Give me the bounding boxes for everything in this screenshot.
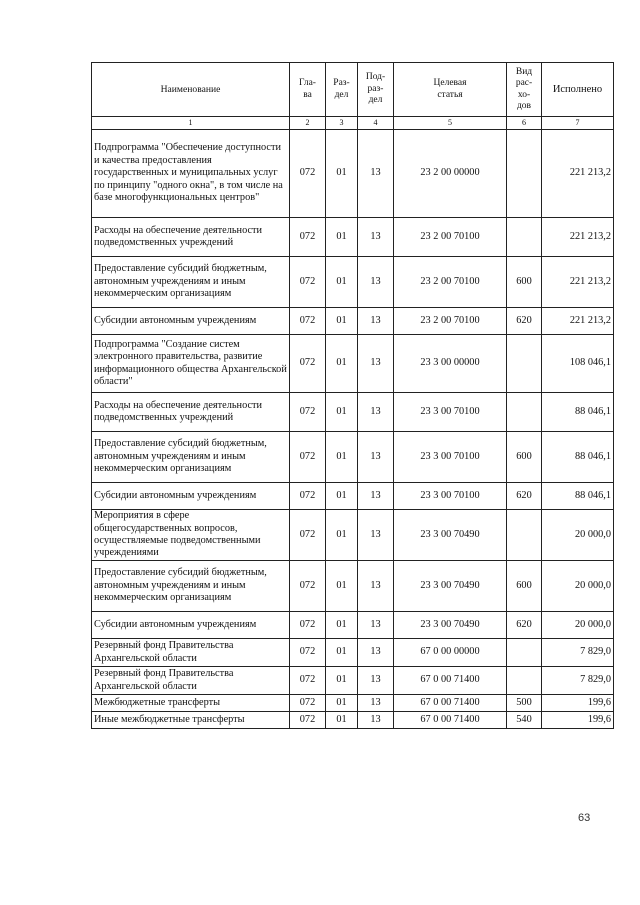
row-glava: 072 [290, 612, 326, 639]
row-vid [507, 218, 542, 257]
column-number-row [92, 117, 614, 130]
row-glava: 072 [290, 712, 326, 729]
row-name: Расходы на обеспечение деятельности подведомственных учреждений [92, 218, 290, 257]
row-name: Межбюджетные трансферты [92, 695, 290, 712]
row-amount: 88 046,1 [542, 393, 614, 432]
row-target: 23 3 00 70490 [394, 510, 507, 561]
row-amount: 199,6 [542, 712, 614, 729]
header-podrazdel-text: Под- раз- дел [365, 72, 386, 106]
row-razdel: 01 [326, 561, 358, 612]
row-podrazdel: 13 [358, 612, 394, 639]
row-target: 67 0 00 71400 [394, 695, 507, 712]
row-vid [507, 393, 542, 432]
row-podrazdel: 13 [358, 639, 394, 667]
row-podrazdel: 13 [358, 510, 394, 561]
row-target: 23 3 00 70490 [394, 561, 507, 612]
header-razdel-text: Раз- дел [333, 78, 350, 100]
table-row [92, 218, 614, 257]
row-razdel: 01 [326, 335, 358, 393]
row-name: Предоставление субсидий бюджетным, автономным учреждениям и иным некоммерческим организациям [92, 432, 290, 483]
row-target: 23 2 00 70100 [394, 308, 507, 335]
table-row [92, 695, 614, 712]
row-vid [507, 130, 542, 218]
row-razdel: 01 [326, 308, 358, 335]
row-vid: 540 [507, 712, 542, 729]
row-razdel: 01 [326, 712, 358, 729]
table-row [92, 483, 614, 510]
row-amount: 108 046,1 [542, 335, 614, 393]
budget-table [91, 62, 614, 729]
row-name: Подпрограмма "Создание систем электронного правительства, развитие информационного общества Архангельской области" [92, 335, 290, 393]
row-vid: 620 [507, 612, 542, 639]
column-number: 7 [542, 117, 614, 130]
table-row [92, 130, 614, 218]
column-number: 6 [507, 117, 542, 130]
row-glava: 072 [290, 561, 326, 612]
row-target: 67 0 00 71400 [394, 667, 507, 695]
row-amount: 20 000,0 [542, 561, 614, 612]
row-target: 23 2 00 70100 [394, 257, 507, 308]
header-row [92, 63, 614, 117]
header-razdel [326, 63, 358, 117]
header-target-text: Целевая статья [433, 78, 467, 100]
header-target [394, 63, 507, 117]
row-glava: 072 [290, 130, 326, 218]
row-target: 23 3 00 70100 [394, 483, 507, 510]
row-name: Подпрограмма "Обеспечение доступности и качества предоставления государственных и муниципальных услуг по принципу "одного окна", в том числе на базе многофункциональных центров" [92, 130, 290, 218]
row-glava: 072 [290, 695, 326, 712]
table-row [92, 612, 614, 639]
row-name: Субсидии автономным учреждениям [92, 612, 290, 639]
row-podrazdel: 13 [358, 130, 394, 218]
row-podrazdel: 13 [358, 393, 394, 432]
column-number: 4 [358, 117, 394, 130]
row-vid [507, 667, 542, 695]
row-vid [507, 335, 542, 393]
row-target: 23 3 00 00000 [394, 335, 507, 393]
table-row [92, 667, 614, 695]
row-name: Предоставление субсидий бюджетным, автономным учреждениям и иным некоммерческим организациям [92, 257, 290, 308]
row-razdel: 01 [326, 639, 358, 667]
row-vid [507, 639, 542, 667]
row-glava: 072 [290, 308, 326, 335]
row-razdel: 01 [326, 218, 358, 257]
row-glava: 072 [290, 667, 326, 695]
column-number: 3 [326, 117, 358, 130]
row-podrazdel: 13 [358, 712, 394, 729]
row-amount: 20 000,0 [542, 612, 614, 639]
table-row [92, 257, 614, 308]
row-vid: 500 [507, 695, 542, 712]
row-vid: 620 [507, 483, 542, 510]
row-name: Субсидии автономным учреждениям [92, 308, 290, 335]
row-podrazdel: 13 [358, 257, 394, 308]
row-vid: 600 [507, 257, 542, 308]
row-razdel: 01 [326, 483, 358, 510]
column-number: 2 [290, 117, 326, 130]
row-glava: 072 [290, 483, 326, 510]
row-amount: 221 213,2 [542, 218, 614, 257]
row-glava: 072 [290, 335, 326, 393]
row-razdel: 01 [326, 130, 358, 218]
row-glava: 072 [290, 393, 326, 432]
row-podrazdel: 13 [358, 432, 394, 483]
table-row [92, 308, 614, 335]
row-target: 23 2 00 00000 [394, 130, 507, 218]
row-amount: 88 046,1 [542, 483, 614, 510]
row-amount: 88 046,1 [542, 432, 614, 483]
row-name: Расходы на обеспечение деятельности подведомственных учреждений [92, 393, 290, 432]
row-target: 67 0 00 71400 [394, 712, 507, 729]
row-glava: 072 [290, 432, 326, 483]
row-razdel: 01 [326, 510, 358, 561]
row-glava: 072 [290, 510, 326, 561]
header-podrazdel [358, 63, 394, 117]
column-number: 1 [92, 117, 290, 130]
row-razdel: 01 [326, 612, 358, 639]
row-target: 23 3 00 70100 [394, 393, 507, 432]
column-number: 5 [394, 117, 507, 130]
table-row [92, 561, 614, 612]
row-target: 23 3 00 70490 [394, 612, 507, 639]
row-name: Субсидии автономным учреждениям [92, 483, 290, 510]
row-podrazdel: 13 [358, 561, 394, 612]
table-row [92, 393, 614, 432]
table-body [92, 130, 614, 729]
row-podrazdel: 13 [358, 695, 394, 712]
row-vid [507, 510, 542, 561]
row-razdel: 01 [326, 257, 358, 308]
table-row [92, 639, 614, 667]
row-target: 23 2 00 70100 [394, 218, 507, 257]
row-podrazdel: 13 [358, 218, 394, 257]
row-podrazdel: 13 [358, 335, 394, 393]
row-amount: 221 213,2 [542, 130, 614, 218]
header-glava-text: Гла- ва [299, 78, 316, 100]
row-razdel: 01 [326, 393, 358, 432]
page-number: 63 [578, 812, 591, 824]
table-row [92, 335, 614, 393]
row-target: 67 0 00 00000 [394, 639, 507, 667]
row-glava: 072 [290, 639, 326, 667]
row-razdel: 01 [326, 667, 358, 695]
row-vid: 600 [507, 561, 542, 612]
header-name: Наименование [92, 63, 290, 117]
table-row [92, 432, 614, 483]
row-podrazdel: 13 [358, 483, 394, 510]
row-vid: 620 [507, 308, 542, 335]
row-amount: 7 829,0 [542, 667, 614, 695]
header-glava [290, 63, 326, 117]
row-amount: 221 213,2 [542, 257, 614, 308]
row-amount: 221 213,2 [542, 308, 614, 335]
row-amount: 20 000,0 [542, 510, 614, 561]
row-name: Резервный фонд Правительства Архангельской области [92, 667, 290, 695]
row-name: Предоставление субсидий бюджетным, автономным учреждениям и иным некоммерческим организациям [92, 561, 290, 612]
row-razdel: 01 [326, 695, 358, 712]
header-executed: Исполнено [542, 63, 614, 117]
table-row [92, 712, 614, 729]
row-glava: 072 [290, 218, 326, 257]
row-amount: 199,6 [542, 695, 614, 712]
row-target: 23 3 00 70100 [394, 432, 507, 483]
row-name: Иные межбюджетные трансферты [92, 712, 290, 729]
row-amount: 7 829,0 [542, 639, 614, 667]
row-vid: 600 [507, 432, 542, 483]
row-glava: 072 [290, 257, 326, 308]
row-name: Мероприятия в сфере общегосударственных вопросов, осуществляемые подведомственными учреждениями [92, 510, 290, 561]
header-vid [507, 63, 542, 117]
header-vid-text: Вид рас- хо- дов [515, 66, 533, 111]
row-podrazdel: 13 [358, 308, 394, 335]
row-podrazdel: 13 [358, 667, 394, 695]
table-row [92, 510, 614, 561]
row-razdel: 01 [326, 432, 358, 483]
row-name: Резервный фонд Правительства Архангельской области [92, 639, 290, 667]
